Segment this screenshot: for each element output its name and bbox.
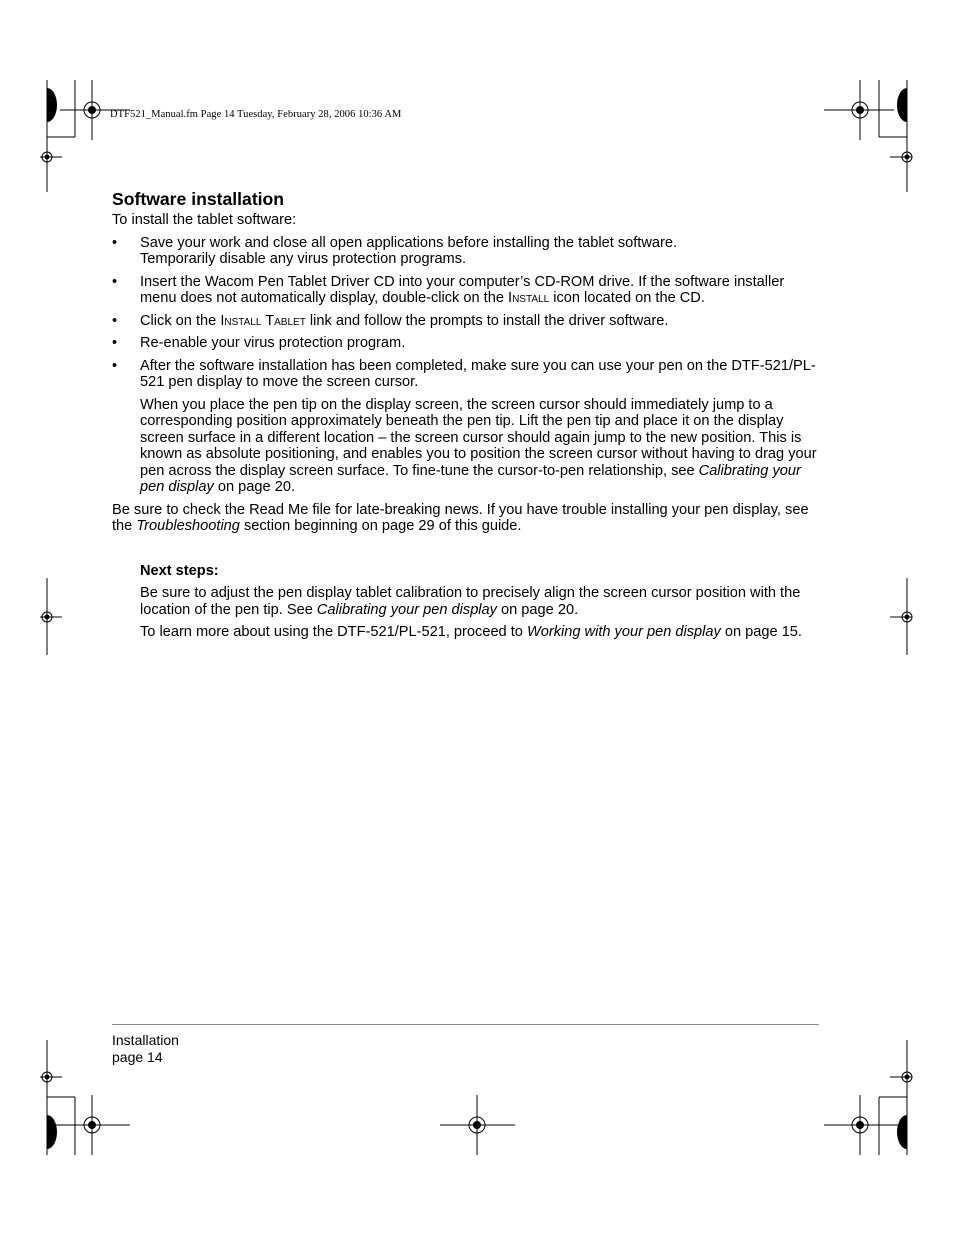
list-item: • After the software installation has been completed, make sure you can use your pen on the DTF-521/PL-521 pen display to move the screen cursor. [112,357,816,390]
list-item: • Click on the Install Tablet link and follow the prompts to install the driver software. [112,312,669,329]
next-steps-calibration: Be sure to adjust the pen display tablet calibration to precisely align the screen cursor position with the location of the pen tip. See Calibrating your pen display on page 20. [140,585,801,618]
footer-page-number: page 14 [112,1049,163,1065]
side-target [40,1072,62,1082]
registration-mark [55,1095,130,1155]
registration-mark [824,1095,898,1155]
intro-text: To install the tablet software: [112,212,297,228]
calibration-reference: Calibrating your pen display [316,601,497,618]
registration-mark [440,1095,515,1155]
install-icon-label: Install [508,290,550,306]
page-footer [112,1032,179,1066]
bullet-glyph: • [112,273,118,290]
list-item: • Save your work and close all open applications before installing the tablet software. Temporarily disable any virus protection programs. [112,234,678,267]
list-item: • Re-enable your virus protection program. [112,335,406,351]
bullet-glyph: • [112,312,118,329]
registration-mark [824,80,894,140]
bullet-glyph: • [112,234,118,251]
working-reference: Working with your pen display [526,624,721,640]
install-steps [112,235,822,391]
next-steps-working: To learn more about using the DTF-521/PL-521, proceed to Working with your pen display on page 15. [140,624,802,640]
section-title: Software installation [112,189,285,209]
troubleshooting-reference: Troubleshooting [136,518,240,534]
side-target [890,612,912,622]
bullet-glyph: • [112,335,118,351]
file-slug: DTF521_Manual.fm Page 14 Tuesday, February 28, 2006 10:36 AM [110,109,402,120]
footer-chapter: Installation [112,1032,179,1048]
readme-note: Be sure to check the Read Me file for late-breaking news. If you have trouble installing your pen display, see the Troubleshooting section beginning on page 29 of this guide. [112,501,809,534]
side-target [890,152,912,162]
footer-rule [112,1024,819,1025]
list-item: • Insert the Wacom Pen Tablet Driver CD into your computer’s CD-ROM drive. If the software installer menu does not automatically display, double-click on the Install icon located on the CD. [112,273,785,306]
side-target [40,612,62,622]
page-content [112,188,822,647]
side-target [890,1072,912,1082]
side-target [40,152,62,162]
bullet-glyph: • [112,357,118,374]
next-steps-title: Next steps: [140,562,219,579]
calibration-reference: Calibrating your pen display [140,462,801,495]
positioning-explanation: When you place the pen tip on the display screen, the screen cursor should immediately jump to a corresponding position approximately beneath the pen tip. Lift the pen tip and place it on the display screen surface in a different location – the screen cursor should again jump to the new position. This is known as absolute positioning, and enables you to position the screen cursor without having to drag your pen across the display screen surface. To fine-tune the cursor-to-pen relationship, see Calibrating your pen display on page 20. [140,396,817,495]
install-tablet-label: Install Tablet [220,312,306,329]
